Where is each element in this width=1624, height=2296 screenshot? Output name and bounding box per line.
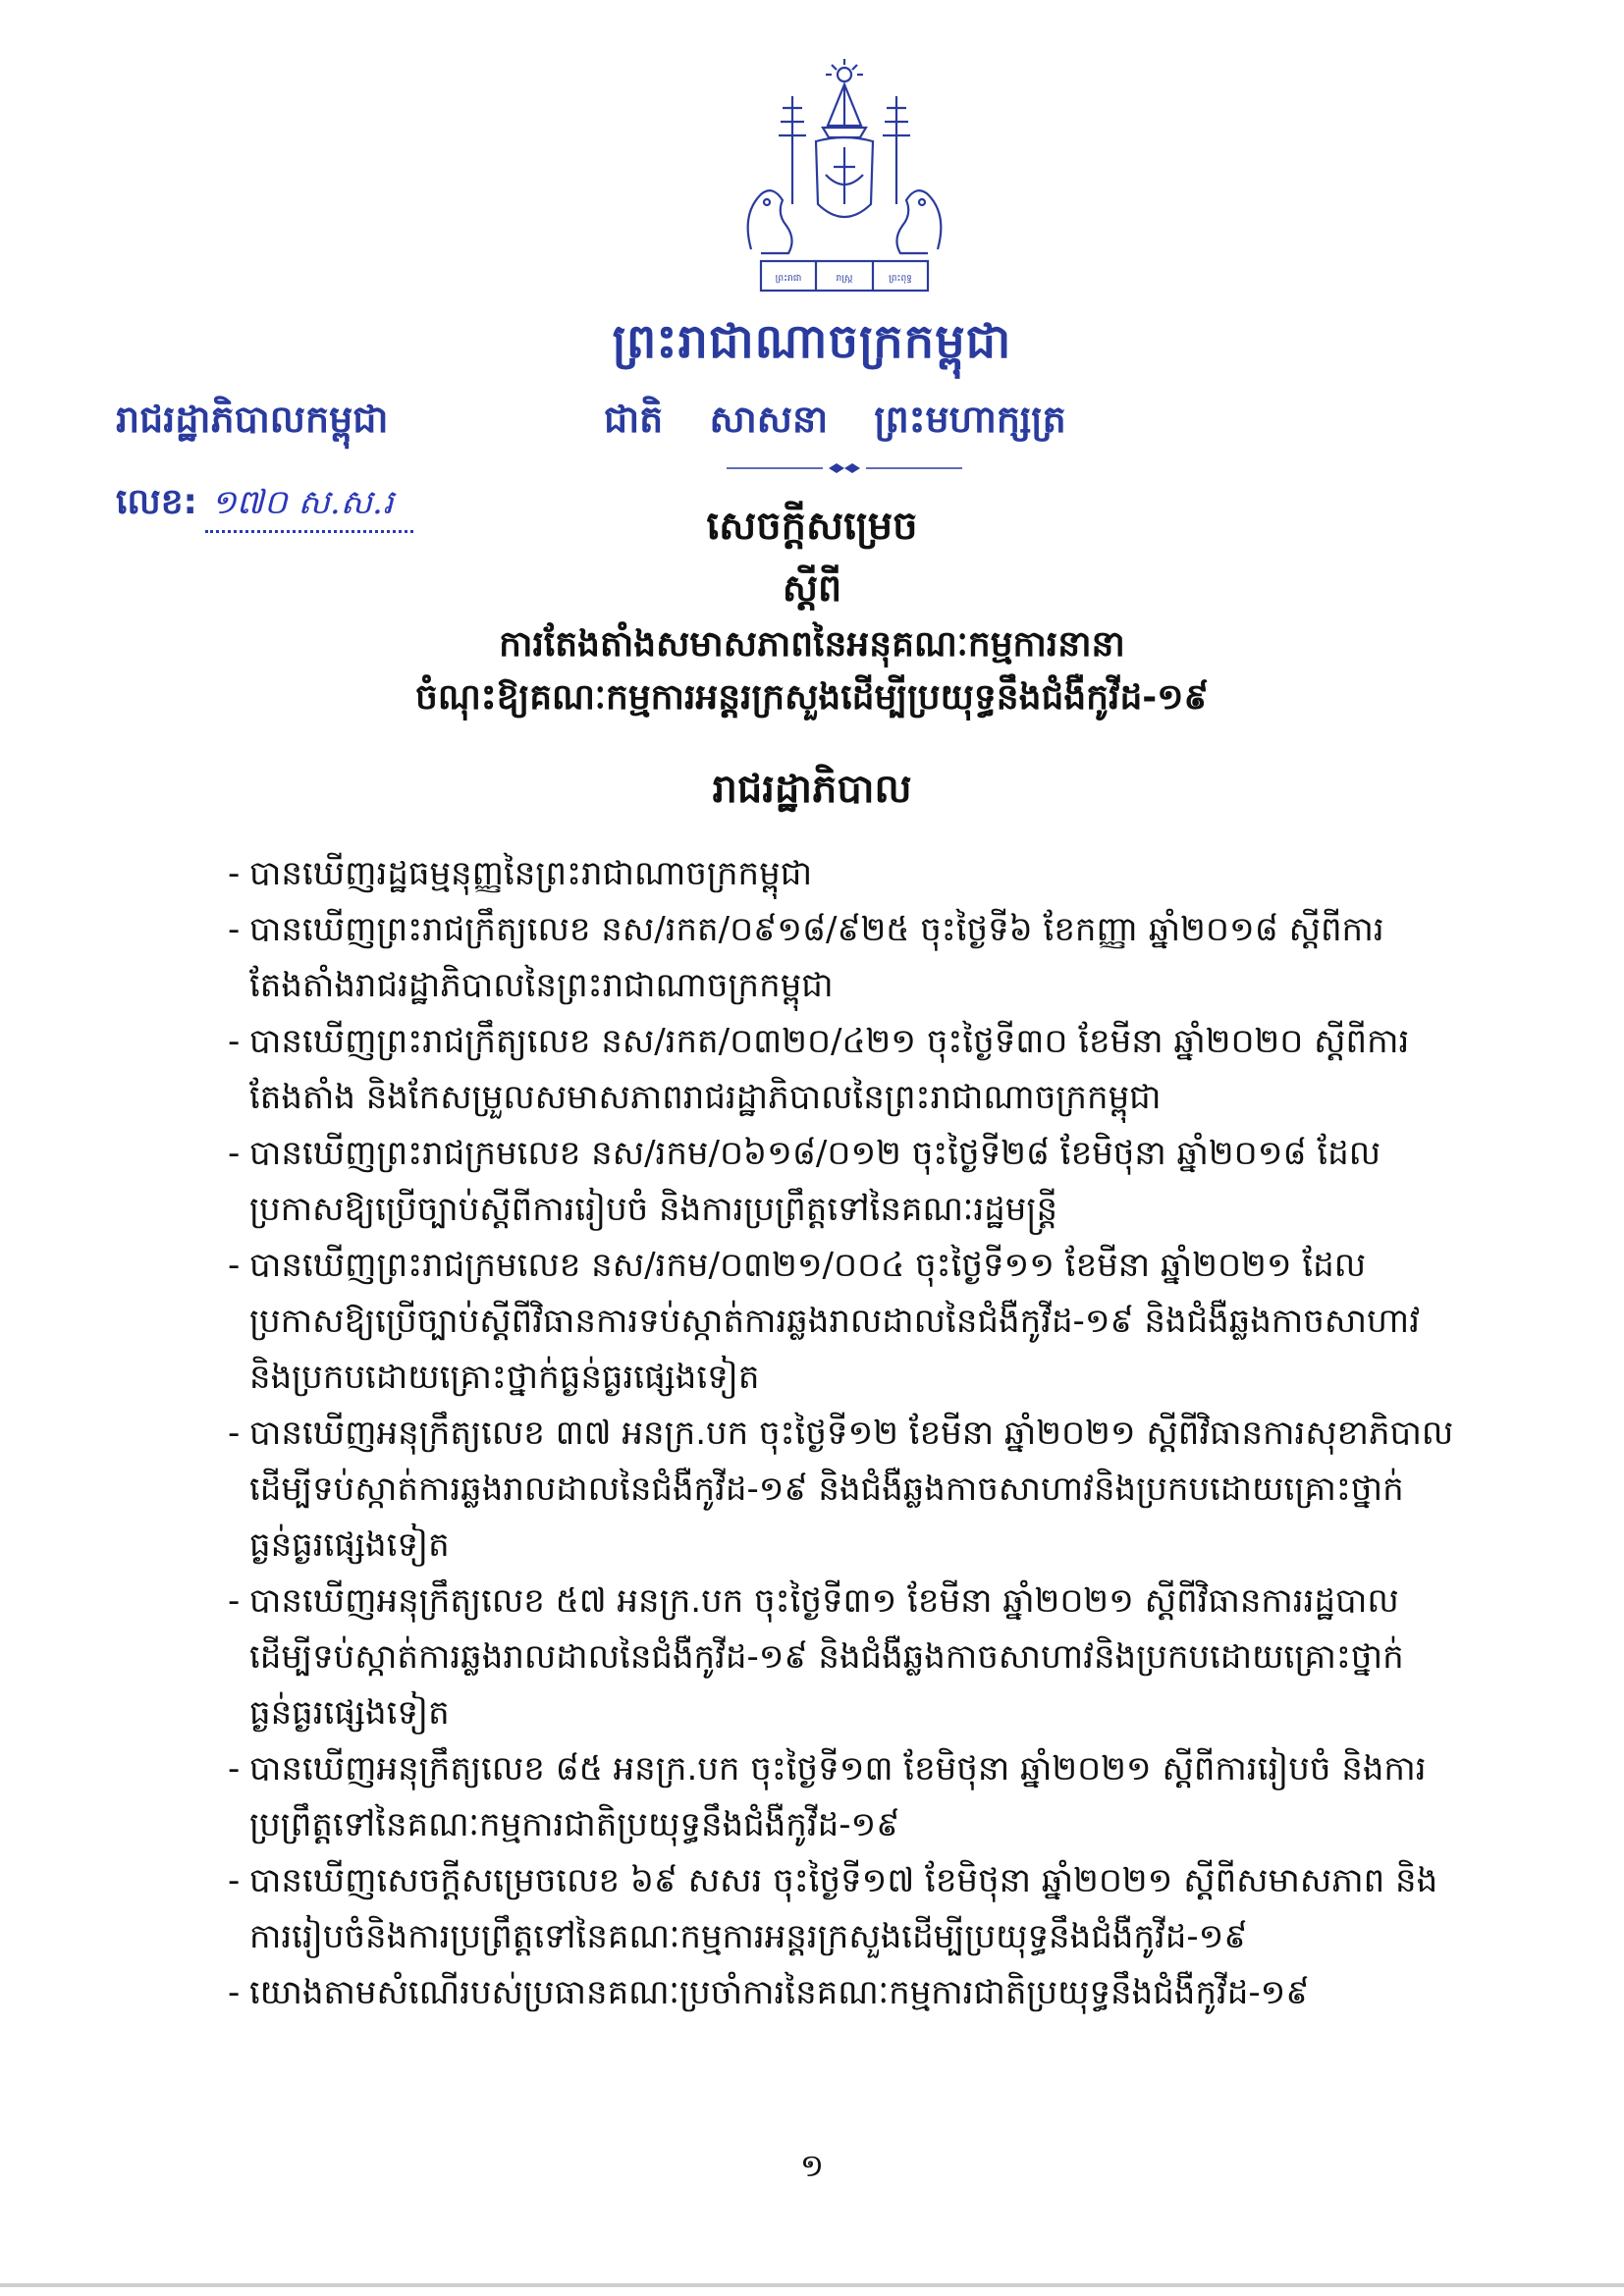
emblem-banner-right: ព្រះពុទ្ធ — [889, 274, 912, 284]
about-label: ស្តីពី — [782, 566, 842, 610]
preamble-item: - យោងតាមសំណើរបស់ប្រធានគណៈប្រចាំការនៃគណៈកម្មការជាតិប្រយុទ្ធនឹងជំងឺកូវីដ-១៩ — [228, 1973, 1310, 2012]
preamble-item: - បានឃើញអនុក្រឹត្យលេខ ៣៧ អនក្រ.បក ចុះថ្ងៃទី១២ ខែមីនា ឆ្នាំ២០២១ ស្តីពីវិធានការសុខាភិបាល ដើម្បីទប់ស្កាត់ការឆ្លងរាលដាលនៃជំងឺកូវីដ-១៩ និងជំងឺឆ្លងកាចសាហាវនិងប្រកបដោយគ្រោះថ្នាក់ ធ្ងន់ធ្ងរផ្សេងទៀត — [228, 1414, 1454, 1565]
scan-edge-line — [0, 2283, 1624, 2287]
preamble-item: - បានឃើញអនុក្រឹត្យលេខ ៥៧ អនក្រ.បក ចុះថ្ងៃទី៣១ ខែមីនា ឆ្នាំ២០២១ ស្តីពីវិធានការរដ្ឋបាល ដើម្បីទប់ស្កាត់ការឆ្លងរាលដាលនៃជំងឺកូវីដ-១៩ និងជំងឺឆ្លងកាចសាហាវនិងប្រកបដោយគ្រោះថ្នាក់ ធ្ងន់ធ្ងរផ្សេងទៀត — [228, 1581, 1404, 1733]
preamble-item: - បានឃើញសេចក្តីសម្រេចលេខ ៦៩ សសរ ចុះថ្ងៃទី១៧ ខែមិថុនា ឆ្នាំ២០២១ ស្តីពីសមាសភាព និង ការរៀបចំនិងការប្រព្រឹត្តទៅនៃគណៈកម្មការអន្តរក្រសួងដើម្បីប្រយុទ្ធនឹងជំងឺកូវីដ-១៩ — [228, 1861, 1438, 1956]
preamble-item: - បានឃើញអនុក្រឹត្យលេខ ៨៥ អនក្រ.បក ចុះថ្ងៃទី១៣ ខែមិថុនា ឆ្នាំ២០២១ ស្តីពីការរៀបចំ និងការ ប្រព្រឹត្តទៅនៃគណៈកម្មការជាតិប្រយុទ្ធនឹងជំងឺកូវីដ-១៩ — [228, 1749, 1427, 1844]
emblem-banner-center: រាស្ត្រ — [836, 274, 853, 284]
preamble-item: - បានឃើញព្រះរាជក្រឹត្យលេខ នស/រកត/០៩១៨/៩២៥ ចុះថ្ងៃទី៦ ខែកញ្ញា ឆ្នាំ២០១៨ ស្តីពីការ តែងតាំងរាជរដ្ឋាភិបាលនៃព្រះរាជាណាចក្រកម្ពុជា — [228, 910, 1384, 1005]
issuer-heading: រាជរដ្ឋាភិបាល — [712, 767, 912, 812]
reference-number: ១៧០ ស.ស.រ — [205, 481, 413, 533]
preamble-item: - បានឃើញព្រះរាជក្រមលេខ នស/រកម/០៣២១/០០៤ ចុះថ្ងៃទី១១ ខែមីនា ឆ្នាំ២០២១ ដែល ប្រកាសឱ្យប្រើច្បាប់ស្តីពីវិធានការទប់ស្កាត់ការឆ្លងរាលដាលនៃជំងឺកូវីដ-១៩ និងជំងឺឆ្លងកាចសាហាវ និងប្រកបដោយគ្រោះថ្នាក់ធ្ងន់ធ្ងរផ្សេងទៀត — [228, 1246, 1420, 1397]
subject-line-1: ការតែងតាំងសមាសភាពនៃអនុគណៈកម្មការនានា — [499, 624, 1125, 665]
ornament-divider-icon — [727, 461, 962, 475]
kingdom-title: ព្រះរាជាណាចក្រកម្ពុជា — [612, 314, 1012, 369]
preamble-item: - បានឃើញរដ្ឋធម្មនុញ្ញនៃព្រះរាជាណាចក្រកម្ពុជា — [228, 854, 813, 893]
page-number: ១ — [799, 2147, 825, 2184]
preamble-list — [228, 846, 1475, 2021]
royal-coat-of-arms-icon — [722, 57, 967, 302]
subject-line-2: ចំណុះឱ្យគណៈកម្មការអន្តរក្រសួងដើម្បីប្រយុទ្ធនឹងជំងឺកូវីដ-១៩ — [415, 677, 1209, 718]
preamble-item: - បានឃើញព្រះរាជក្រឹត្យលេខ នស/រកត/០៣២០/៤២១ ចុះថ្ងៃទី៣០ ខែមីនា ឆ្នាំ២០២០ ស្តីពីការ តែងតាំង និងកែសម្រួលសមាសភាពរាជរដ្ឋាភិបាលនៃព្រះរាជាណាចក្រកម្ពុជា — [228, 1022, 1410, 1117]
preamble-item: - បានឃើញព្រះរាជក្រមលេខ នស/រកម/០៦១៨/០១២ ចុះថ្ងៃទី២៨ ខែមិថុនា ឆ្នាំ២០១៨ ដែល ប្រកាសឱ្យប្រើច្បាប់ស្តីពីការរៀបចំ និងការប្រព្រឹត្តទៅនៃគណៈរដ្ឋមន្ត្រី — [228, 1134, 1381, 1229]
decision-title: សេចក្តីសម្រេច — [706, 504, 918, 549]
emblem-banner-left: ព្រះរាជា — [775, 274, 802, 284]
government-name: រាជរដ្ឋាភិបាលកម្ពុជា — [116, 398, 389, 441]
reference-label: លេខ: — [116, 482, 197, 522]
national-motto: ជាតិ សាសនា ព្រះមហាក្សត្រ — [604, 398, 1066, 441]
